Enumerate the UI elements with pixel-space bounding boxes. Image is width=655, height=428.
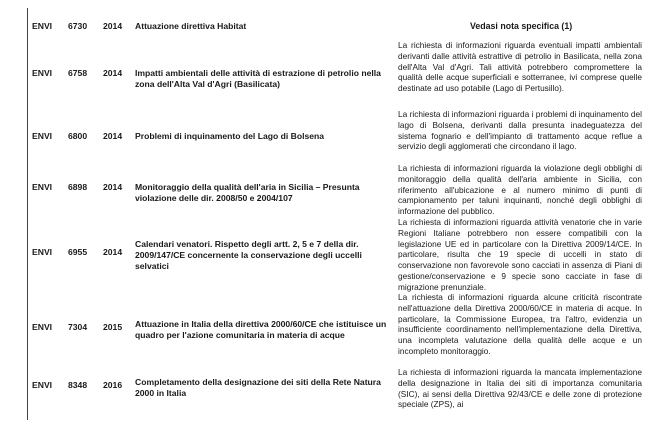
request-description: La richiesta di informazioni riguarda alcune criticità riscontrate nell'attuazione della Direttiva 2000/60/CE in materia di acque. In particolare, la Commissione Europea, tra l'altro, evidenzia un insufficiente coordinamento nell'implementazione della Direttiva, una incompleta valutazione della qualità delle acque e un incompleto monitoraggio. bbox=[398, 292, 642, 356]
request-description: La richiesta di informazioni riguarda i problemi di inquinamento del lago di Bolsena, derivanti dalla presunta inadeguatezza del sistema fognario e dell'impianto di trattamento acque reflue a servizio degli agglomerati che circondano il lago. bbox=[398, 109, 642, 152]
request-title: Completamento della designazione dei siti della Rete Natura 2000 in Italia bbox=[135, 377, 381, 398]
request-title: Monitoraggio della qualità dell'aria in Sicilia – Presunta violazione delle dir. 2008/50 e 2004/107 bbox=[135, 182, 360, 203]
request-year: 2014 bbox=[103, 182, 123, 192]
request-year: 2014 bbox=[103, 68, 123, 78]
request-title: Attuazione direttiva Habitat bbox=[135, 21, 247, 31]
request-note: Vedasi nota specifica (1) bbox=[470, 21, 573, 31]
request-description: La richiesta di informazioni riguarda eventuali impatti ambientali derivanti dalle attività estrattive di petrolio in Basilicata, nella zona dell'Alta Val d'Agri. Tali attività potrebbero compromettere la qualità delle acque superficiali e sotterranee, ivi comprese quelle destinate ad uso potabile (Lago di Pertusillo). bbox=[398, 40, 642, 94]
request-number: 6730 bbox=[68, 21, 88, 31]
committee-code: ENVI bbox=[32, 247, 53, 257]
request-title: Calendari venatori. Rispetto degli artt. 2, 5 e 7 della dir. 2009/147/CE concernente la conservazione degli uccelli selvatici bbox=[135, 239, 362, 271]
request-description: La richiesta di informazioni riguarda la violazione degli obblighi di monitoraggio della qualità dell'aria ambiente in Sicilia, con riferimento all'ubicazione e al numero minimo di punti di campionamento per taluni inquinanti, nonché degli obblighi di informazione del pubblico. bbox=[398, 163, 642, 217]
committee-code: ENVI bbox=[32, 131, 53, 141]
request-number: 6955 bbox=[68, 247, 88, 257]
request-year: 2016 bbox=[103, 380, 123, 390]
request-year: 2015 bbox=[103, 322, 123, 332]
request-number: 6898 bbox=[68, 182, 88, 192]
request-title: Problemi di inquinamento del Lago di Bolsena bbox=[135, 131, 325, 141]
request-year: 2014 bbox=[103, 21, 123, 31]
left-margin-line bbox=[27, 8, 28, 420]
request-title: Attuazione in Italia della direttiva 2000/60/CE che istituisce un quadro per l'azione comunitaria in materia di acque bbox=[135, 319, 387, 340]
committee-code: ENVI bbox=[32, 322, 53, 332]
committee-code: ENVI bbox=[32, 182, 53, 192]
request-title: Impatti ambientali delle attività di estrazione di petrolio nella zona dell'Alta Val d'Agri (Basilicata) bbox=[135, 68, 381, 89]
committee-code: ENVI bbox=[32, 21, 53, 31]
request-description: La richiesta di informazioni riguarda attività venatorie che in varie Regioni Italiane potrebbero non essere compatibili con la legislazione UE ed in particolare con la Direttiva 2009/14/CE. In particolare, risulta che 19 specie di uccelli in stato di conservazione non favorevole sono cacciati in assenza di Piani di gestione/conservazione e 9 specie sono cacciate in fase di migrazione prenunziale. bbox=[398, 217, 642, 292]
request-number: 8348 bbox=[68, 380, 88, 390]
committee-code: ENVI bbox=[32, 68, 53, 78]
request-year: 2014 bbox=[103, 131, 123, 141]
request-number: 7304 bbox=[68, 322, 88, 332]
request-number: 6758 bbox=[68, 68, 88, 78]
request-year: 2014 bbox=[103, 247, 123, 257]
request-number: 6800 bbox=[68, 131, 88, 141]
committee-code: ENVI bbox=[32, 380, 53, 390]
request-description: La richiesta di informazioni riguarda la mancata implementazione della designazione in Italia dei siti di importanza comunitaria (SIC), ai sensi della Direttiva 92/43/CE e delle zone di protezione speciale (ZPS), ai bbox=[398, 367, 642, 410]
